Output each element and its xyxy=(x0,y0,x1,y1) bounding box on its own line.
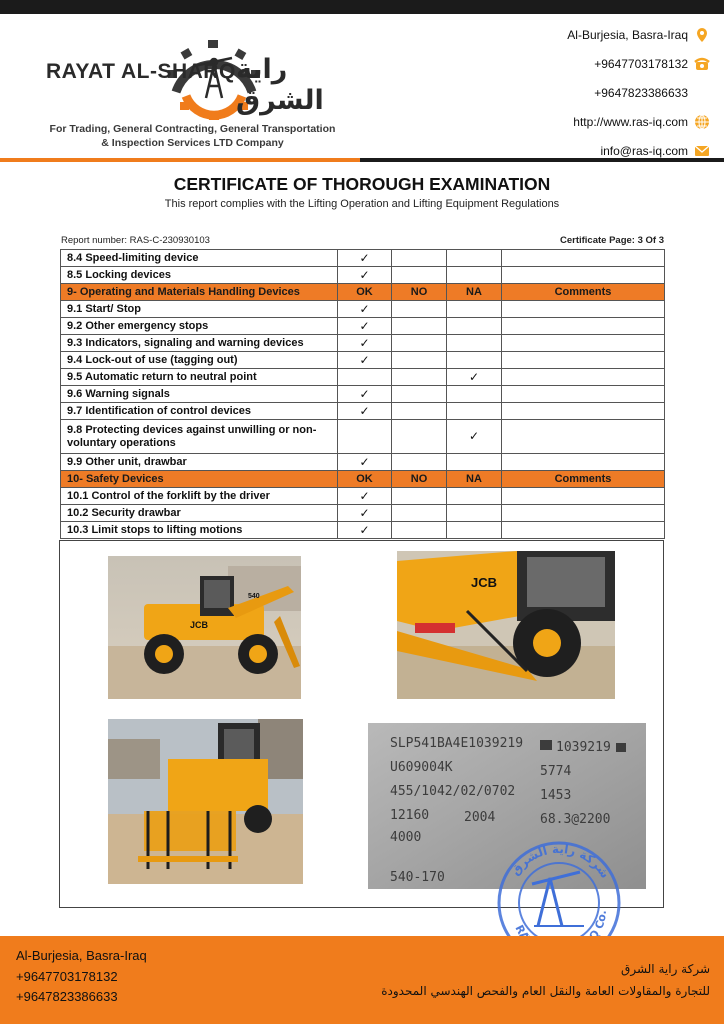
comments-cell xyxy=(502,250,665,267)
logo-name-arabic: راية الشرق xyxy=(236,54,324,116)
table-row xyxy=(61,335,665,352)
na-cell xyxy=(447,301,502,318)
contact-website xyxy=(520,107,710,136)
contact-address xyxy=(520,20,710,49)
no-cell xyxy=(392,403,447,420)
na-header: NA xyxy=(447,284,502,301)
section-header-row xyxy=(61,284,665,301)
na-cell: ✓ xyxy=(447,369,502,386)
plate-serial-short: 1039219 xyxy=(556,740,611,755)
jcb-decal-front: JCB xyxy=(471,575,498,590)
ok-cell: ✓ xyxy=(338,454,392,471)
comments-header: Comments xyxy=(502,284,665,301)
stamp-arabic-text: شركة راية الشرق xyxy=(507,841,613,881)
svg-text:شركة راية الشرق xyxy=(508,842,612,881)
section-header-row xyxy=(61,471,665,488)
na-cell xyxy=(447,318,502,335)
table-row xyxy=(61,267,665,284)
ok-cell: ✓ xyxy=(338,522,392,539)
comments-cell xyxy=(502,488,665,505)
tagline-line-1: For Trading, General Contracting, General Transportation xyxy=(49,123,336,135)
no-header: NO xyxy=(392,471,447,488)
no-cell xyxy=(392,488,447,505)
plate-value-5774: 5774 xyxy=(540,764,572,779)
comments-cell xyxy=(502,369,665,386)
footer-company-name-ar: شركة راية الشرق xyxy=(621,962,710,976)
item-label: 8.4 Speed-limiting device xyxy=(61,250,338,267)
item-label: 9.9 Other unit, drawbar xyxy=(61,454,338,471)
footer-phone-2[interactable]: +9647823386633 xyxy=(16,989,118,1004)
no-cell xyxy=(392,267,447,284)
item-label: 10.1 Control of the forklift by the driver xyxy=(61,488,338,505)
header-dark-rule xyxy=(360,158,724,162)
table-row xyxy=(61,403,665,420)
item-label: 8.5 Locking devices xyxy=(61,267,338,284)
footer-phone-1[interactable]: +9647703178132 xyxy=(16,968,118,984)
plate-code: U609004K xyxy=(390,760,453,775)
ok-cell: ✓ xyxy=(338,488,392,505)
comments-cell xyxy=(502,522,665,539)
jcb-decal-side: JCB xyxy=(190,620,209,630)
table-row xyxy=(61,318,665,335)
no-cell xyxy=(392,386,447,403)
footer-company-arabic xyxy=(381,958,710,1002)
ok-cell: ✓ xyxy=(338,386,392,403)
contact-phone-1 xyxy=(520,49,710,78)
item-label: 10.2 Security drawbar xyxy=(61,505,338,522)
ok-cell: ✓ xyxy=(338,403,392,420)
report-number: Report number: RAS-C-230930103 xyxy=(61,235,210,246)
na-cell xyxy=(447,505,502,522)
table-row xyxy=(61,454,665,471)
comments-cell xyxy=(502,403,665,420)
comments-cell xyxy=(502,420,665,454)
na-cell xyxy=(447,250,502,267)
envelope-icon xyxy=(694,143,710,159)
ok-cell: ✓ xyxy=(338,352,392,369)
item-label: 9.5 Automatic return to neutral point xyxy=(61,369,338,386)
plate-serial: SLP541BA4E1039219 xyxy=(390,736,524,751)
location-pin-icon xyxy=(694,27,710,43)
comments-cell xyxy=(502,267,665,284)
table-row xyxy=(61,369,665,386)
comments-cell xyxy=(502,386,665,403)
address-text: Al-Burjesia, Basra-Iraq xyxy=(567,27,688,42)
comments-cell xyxy=(502,301,665,318)
document-subtitle: This report complies with the Lifting Operation and Lifting Equipment Regulations xyxy=(164,198,560,210)
no-cell xyxy=(392,301,447,318)
na-cell xyxy=(447,454,502,471)
photo-telehandler-side xyxy=(108,556,301,699)
examination-table xyxy=(60,249,665,539)
table-row xyxy=(61,488,665,505)
comments-cell xyxy=(502,318,665,335)
na-header: NA xyxy=(447,471,502,488)
no-cell xyxy=(392,454,447,471)
ok-cell: ✓ xyxy=(338,318,392,335)
header-orange-rule xyxy=(0,158,360,162)
phone-1-text[interactable]: +9647703178132 xyxy=(594,56,688,71)
no-cell xyxy=(392,335,447,352)
na-cell xyxy=(447,352,502,369)
table-row xyxy=(61,250,665,267)
section-9-title: 9- Operating and Materials Handling Devices xyxy=(61,284,338,301)
no-cell xyxy=(392,369,447,386)
no-header: NO xyxy=(392,284,447,301)
ok-cell xyxy=(338,420,392,454)
item-label: 9.3 Indicators, signaling and warning devices xyxy=(61,335,338,352)
company-tagline xyxy=(40,122,345,150)
footer-company-desc-ar: للتجارة والمقاولات العامة والنقل العام والفحص الهندسي المحدودة xyxy=(381,984,710,998)
ok-cell xyxy=(338,369,392,386)
comments-cell xyxy=(502,352,665,369)
table-row xyxy=(61,420,665,454)
item-label: 9.1 Start/ Stop xyxy=(61,301,338,318)
plate-year: 2004 xyxy=(464,810,496,825)
contact-phone-2 xyxy=(520,78,710,107)
phone-2-text[interactable]: +9647823386633 xyxy=(594,85,688,100)
na-cell: ✓ xyxy=(447,420,502,454)
na-cell xyxy=(447,386,502,403)
comments-cell xyxy=(502,505,665,522)
comments-header: Comments xyxy=(502,471,665,488)
email-text[interactable]: info@ras-iq.com xyxy=(600,143,688,158)
plate-value-1453: 1453 xyxy=(540,788,572,803)
table-row xyxy=(61,505,665,522)
footer-contact xyxy=(16,946,147,1008)
section-10-title: 10- Safety Devices xyxy=(61,471,338,488)
plate-capacity: 4000 xyxy=(390,830,422,845)
document-title: CERTIFICATE OF THOROUGH EXAMINATION xyxy=(173,174,551,194)
ok-cell: ✓ xyxy=(338,250,392,267)
ok-header: OK xyxy=(338,471,392,488)
header-contact xyxy=(520,20,710,165)
na-cell xyxy=(447,488,502,505)
na-cell xyxy=(447,522,502,539)
model-decal: 540 xyxy=(248,593,260,600)
item-label: 9.7 Identification of control devices xyxy=(61,403,338,420)
footer-address: Al-Burjesia, Basra-Iraq xyxy=(16,948,147,963)
certificate-page: Certificate Page: 3 Of 3 xyxy=(559,235,664,246)
table-row xyxy=(61,352,665,369)
logo-name-english: RAYAT AL-SHARQ xyxy=(46,60,236,83)
no-cell xyxy=(392,505,447,522)
na-cell xyxy=(447,335,502,352)
item-label: 9.4 Lock-out of use (tagging out) xyxy=(61,352,338,369)
photo-boom-closeup xyxy=(397,551,615,699)
photo-telehandler-front xyxy=(108,719,303,884)
ok-header: OK xyxy=(338,284,392,301)
na-cell xyxy=(447,267,502,284)
ok-cell: ✓ xyxy=(338,301,392,318)
no-cell xyxy=(392,420,447,454)
ok-cell: ✓ xyxy=(338,335,392,352)
ok-cell: ✓ xyxy=(338,267,392,284)
ok-cell: ✓ xyxy=(338,505,392,522)
table-row xyxy=(61,522,665,539)
comments-cell xyxy=(502,454,665,471)
no-cell xyxy=(392,250,447,267)
website-text[interactable]: http://www.ras-iq.com xyxy=(573,114,688,129)
plate-part-number: 455/1042/02/0702 xyxy=(390,784,516,799)
item-label: 9.6 Warning signals xyxy=(61,386,338,403)
na-cell xyxy=(447,403,502,420)
no-cell xyxy=(392,522,447,539)
comments-cell xyxy=(502,335,665,352)
plate-value-12160: 12160 xyxy=(390,808,430,823)
tagline-line-2: & Inspection Services LTD Company xyxy=(101,137,284,149)
table-row xyxy=(61,301,665,318)
top-dark-bar xyxy=(0,0,724,14)
stamp-english-text: R Co. xyxy=(512,909,610,937)
plate-power: 68.3@2200 xyxy=(540,812,611,827)
plate-model: 540-170 xyxy=(390,870,445,885)
company-logo xyxy=(40,20,360,130)
globe-icon xyxy=(694,114,710,130)
telephone-icon xyxy=(694,56,710,72)
item-label: 9.2 Other emergency stops xyxy=(61,318,338,335)
item-label: 10.3 Limit stops to lifting motions xyxy=(61,522,338,539)
page-footer xyxy=(0,936,724,1024)
no-cell xyxy=(392,352,447,369)
no-cell xyxy=(392,318,447,335)
spacer-icon xyxy=(694,85,710,101)
table-row xyxy=(61,386,665,403)
item-label: 9.8 Protecting devices against unwilling or non-voluntary operations xyxy=(61,420,338,454)
